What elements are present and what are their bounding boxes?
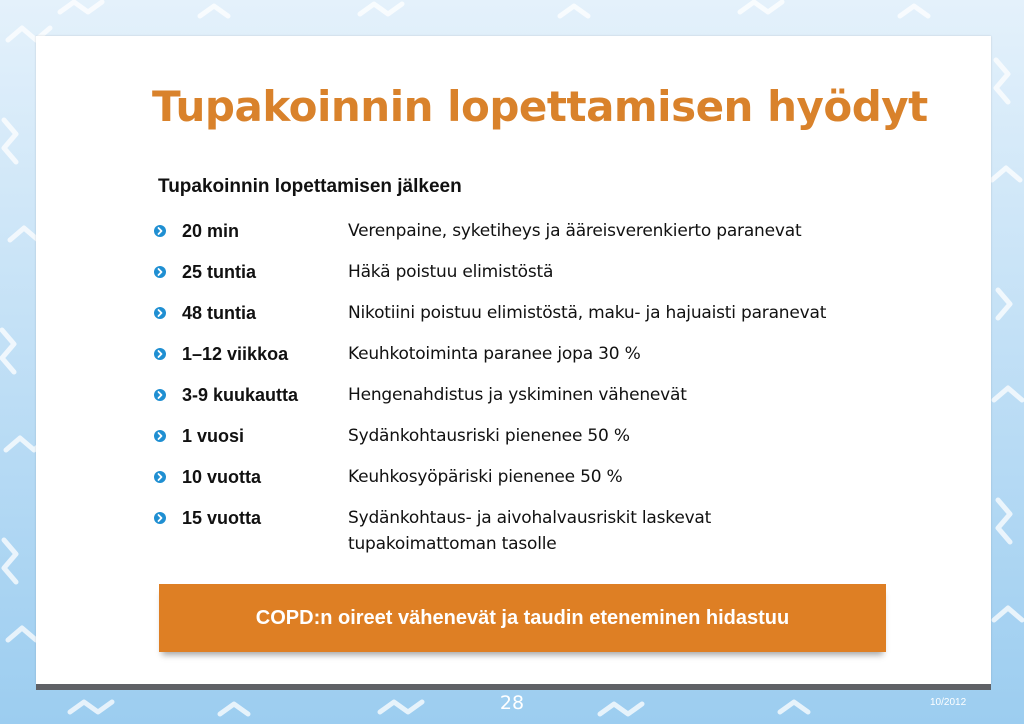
time-period: 3-9 kuukautta — [182, 385, 299, 405]
summary-banner-text: COPD:n oireet vähenevät ja taudin eteneminen hidastuu — [255, 606, 790, 629]
list-item — [154, 300, 974, 341]
chevron-right-icon — [154, 423, 182, 449]
time-period: 48 tuntia — [182, 303, 257, 323]
health-effect: Nikotiini poistuu elimistöstä, maku- ja hajuaisti paranevat — [348, 303, 827, 323]
time-period: 15 vuotta — [182, 508, 262, 528]
time-period: 25 tuntia — [182, 262, 257, 282]
health-effect: Sydänkohtausriski pienenee 50 % — [348, 426, 630, 446]
chevron-right-icon — [154, 259, 182, 285]
list-item — [154, 341, 974, 382]
health-effect: Verenpaine, syketiheys ja ääreisverenkierto paranevat — [348, 221, 802, 241]
chevron-right-icon — [154, 300, 182, 326]
health-effect-line: Sydänkohtaus- ja aivohalvausriskit laskevat — [348, 508, 712, 528]
list-item — [154, 505, 974, 565]
date-code: 10/2012 — [930, 697, 967, 708]
footer-bar — [36, 684, 991, 690]
health-effect: Keuhkotoiminta paranee jopa 30 % — [348, 344, 641, 364]
health-effect: Hengenahdistus ja yskiminen vähenevät — [348, 385, 687, 405]
time-period: 20 min — [182, 221, 240, 241]
chevron-right-icon — [154, 382, 182, 408]
list-item — [154, 382, 974, 423]
chevron-right-icon — [154, 218, 182, 244]
slide-subtitle: Tupakoinnin lopettamisen jälkeen — [158, 176, 462, 197]
chevron-right-icon — [154, 464, 182, 490]
health-effect: Keuhkosyöpäriski pienenee 50 % — [348, 467, 623, 487]
health-effect-line: tupakoimattoman tasolle — [348, 534, 557, 554]
benefit-list — [154, 218, 974, 565]
list-item — [154, 218, 974, 259]
slide-title: Tupakoinnin lopettamisen hyödyt — [152, 82, 928, 131]
chevron-right-icon — [154, 505, 182, 531]
page-number: 28 — [499, 692, 525, 714]
time-period: 10 vuotta — [182, 467, 262, 487]
list-item — [154, 423, 974, 464]
chevron-right-icon — [154, 341, 182, 367]
list-item — [154, 464, 974, 505]
list-item — [154, 259, 974, 300]
health-effect: Häkä poistuu elimistöstä — [348, 262, 554, 282]
time-period: 1–12 viikkoa — [182, 344, 289, 364]
health-effect — [348, 505, 974, 557]
summary-banner — [159, 584, 886, 652]
time-period: 1 vuosi — [182, 426, 245, 446]
